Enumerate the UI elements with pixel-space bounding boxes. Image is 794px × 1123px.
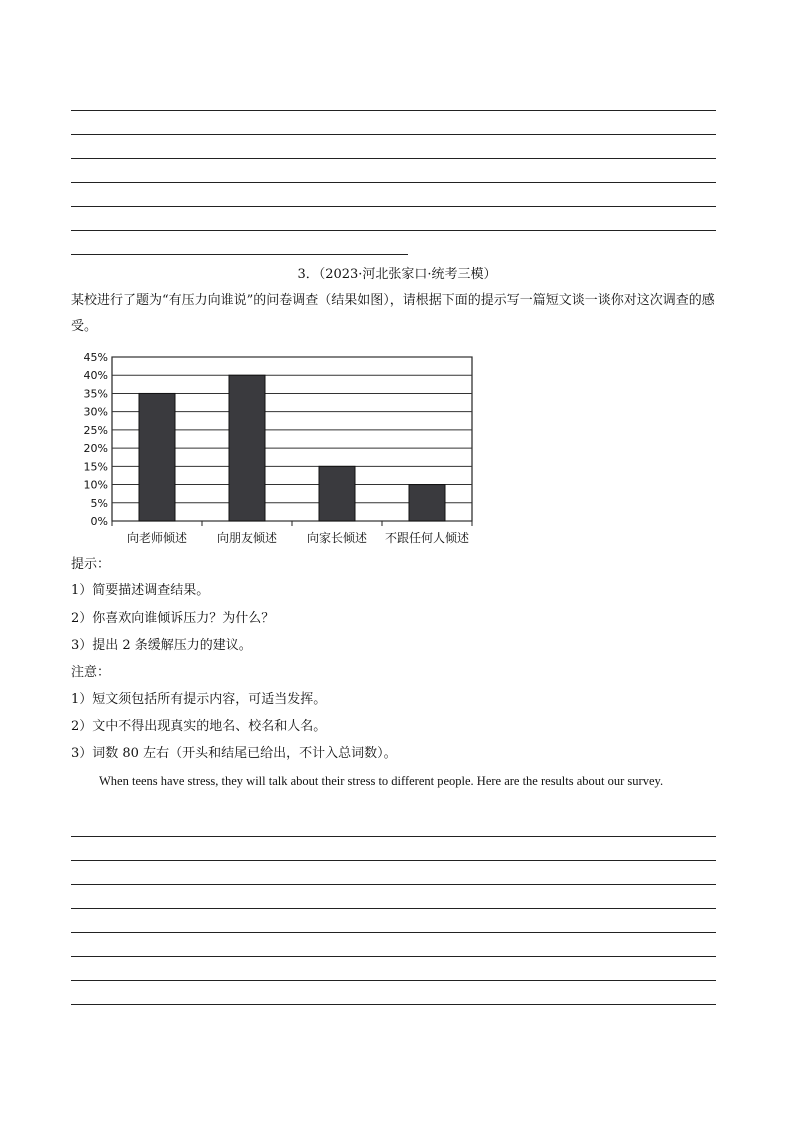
bar [139, 393, 175, 521]
note-item: 3）词数 80 左右（开头和结尾已给出，不计入总词数）。 [71, 746, 397, 761]
answer-line [71, 932, 716, 933]
bar [409, 485, 445, 521]
y-tick-label: 10% [83, 478, 108, 492]
answer-line [71, 254, 408, 255]
answer-line [71, 908, 716, 909]
y-tick-label: 0% [90, 515, 108, 528]
notes-title: 注意： [71, 665, 111, 680]
survey-bar-chart [72, 347, 492, 552]
answer-line [71, 860, 716, 861]
y-tick-label: 45% [83, 351, 108, 364]
y-tick-label: 25% [83, 423, 108, 437]
answer-line [71, 158, 716, 159]
note-item: 1）短文须包括所有提示内容，可适当发挥。 [71, 692, 327, 707]
y-tick-label: 5% [90, 496, 108, 510]
answer-line [71, 230, 716, 231]
category-label: 不跟任何人倾述 [384, 531, 470, 545]
answer-line [71, 836, 716, 837]
answer-line [71, 1004, 716, 1005]
answer-line [71, 884, 716, 885]
answer-line [71, 110, 716, 111]
category-label: 向老师倾述 [126, 531, 188, 545]
bar [229, 375, 265, 521]
essay-opening: When teens have stress, they will talk about their stress to different people. Here are the results about our survey. [99, 774, 664, 788]
answer-line [71, 134, 716, 135]
hint-item: 1）简要描述调查结果。 [71, 583, 210, 598]
hints-title: 提示： [71, 557, 111, 572]
answer-line [71, 206, 716, 207]
question-prompt: 某校进行了题为“有压力向谁说”的问卷调查（结果如图），请根据下面的提示写一篇短文谈一谈你对这次调查的感受。 [71, 293, 715, 334]
y-tick-label: 15% [83, 460, 108, 474]
answer-line [71, 956, 716, 957]
bar [319, 466, 355, 521]
hint-item: 3）提出 2 条缓解压力的建议。 [71, 638, 252, 653]
answer-line [71, 182, 716, 183]
y-tick-label: 20% [83, 442, 108, 456]
y-tick-label: 35% [83, 387, 108, 401]
chart-svg [72, 347, 492, 552]
question-heading: 3．（2023·河北张家口·统考三模） [297, 267, 497, 282]
hint-item: 2）你喜欢向谁倾诉压力？为什么？ [71, 611, 275, 626]
y-tick-label: 30% [83, 405, 108, 419]
note-item: 2）文中不得出现真实的地名、校名和人名。 [71, 719, 327, 734]
y-tick-label: 40% [83, 369, 108, 383]
answer-line [71, 980, 716, 981]
category-label: 向朋友倾述 [216, 531, 278, 545]
category-label: 向家长倾述 [306, 531, 368, 545]
